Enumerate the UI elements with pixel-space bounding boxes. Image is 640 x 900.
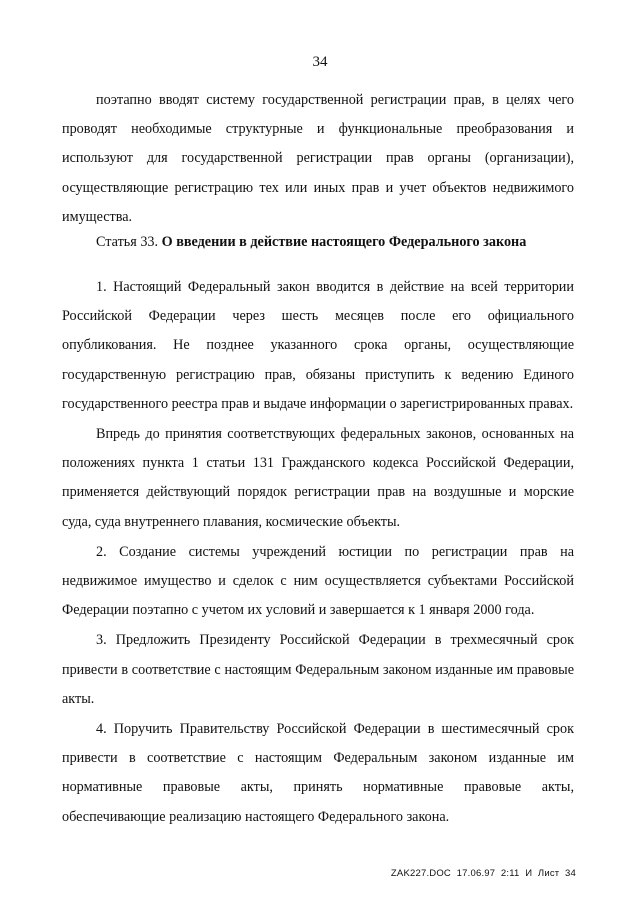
paragraph-3: 3. Предложить Президенту Российской Федерации в трехмесячный срок привести в соответствие с настоящим Федеральным законом изданные им правовые акты.	[62, 632, 574, 707]
article-body	[62, 273, 574, 832]
document-footer: ZAK227.DOC 17.06.97 2:11 И Лист 34	[390, 868, 576, 879]
article-heading	[62, 228, 602, 257]
page-number: 34	[312, 54, 328, 70]
intro-block	[62, 86, 574, 232]
paragraph-4: 4. Поручить Правительству Российской Федерации в шестимесячный срок привести в соответствие с настоящим Федеральным законом изданные им нормативные правовые акты, принять нормативные правовые акты, обеспечивающие реализацию настоящего Федерального закона.	[62, 721, 574, 825]
article-title: О введении в действие настоящего Федерального закона	[161, 234, 527, 250]
intro-paragraph: поэтапно вводят систему государственной регистрации прав, в целях чего проводят необходимые структурные и функциональные преобразования и используют для государственной регистрации прав органы (организации), осуществляющие регистрацию тех или иных прав и учет объектов недвижимого имущества.	[62, 92, 574, 225]
paragraph-transitional: Впредь до принятия соответствующих федеральных законов, основанных на положениях пункта 1 статьи 131 Гражданского кодекса Российской Федерации, применяется действующий порядок регистрации прав на воздушные и морские суда, суда внутреннего плавания, космические объекты.	[62, 426, 574, 530]
article-label: Статья 33.	[96, 234, 159, 250]
paragraph-2: 2. Создание системы учреждений юстиции по регистрации прав на недвижимое имущество и сделок с ним осуществляется субъектами Российской Федерации поэтапно с учетом их условий и завершается к 1 января 2000 года.	[62, 543, 574, 619]
paragraph-1: 1. Настоящий Федеральный закон вводится в действие на всей территории Российской Федерации через шесть месяцев после его официального опубликования. Не позднее указанного срока органы, осуществляющие государственную регистрацию прав, обязаны приступить к ведению Единого государственного реестра прав и выдаче информации о зарегистрированных правах.	[62, 279, 574, 412]
